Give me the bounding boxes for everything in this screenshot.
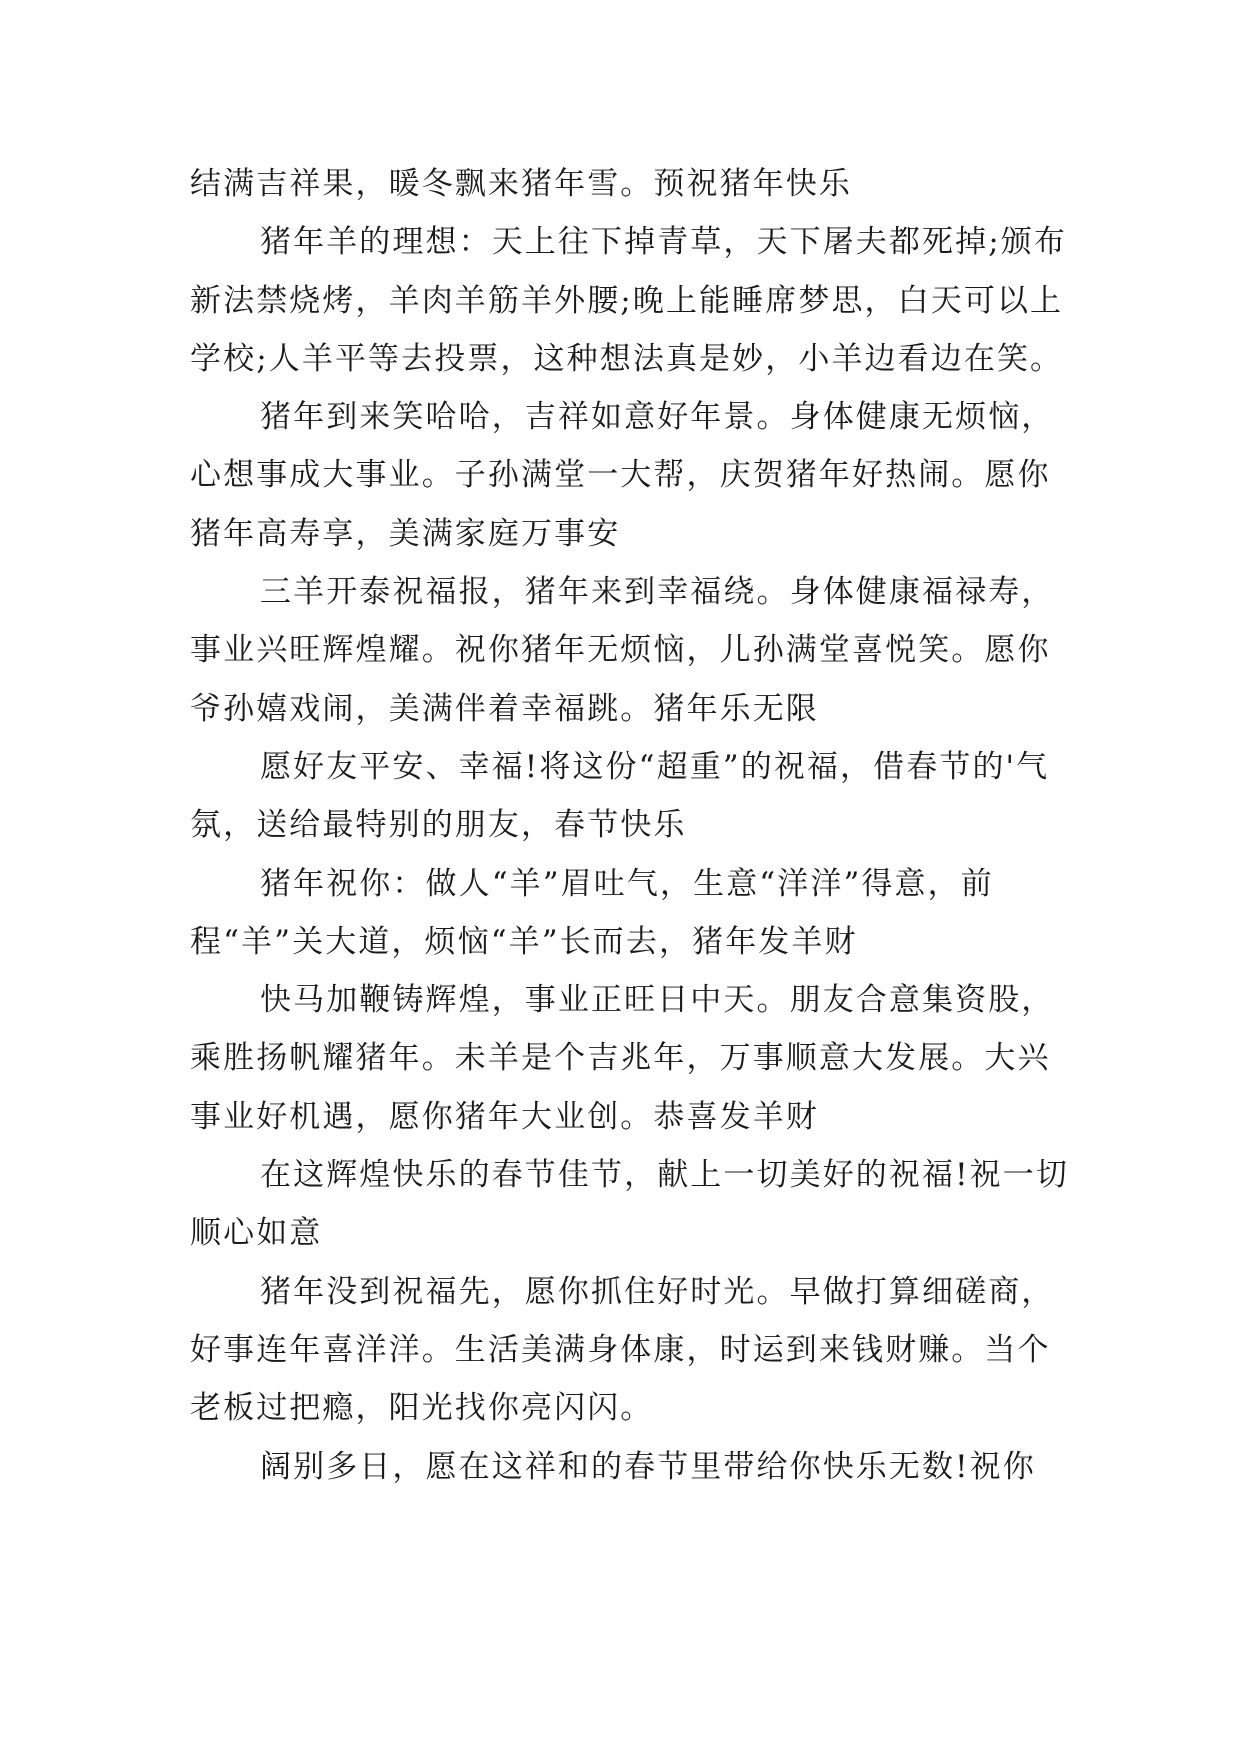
- paragraph-2: 猪年羊的理想：天上往下掉青草，天下屠夫都死掉;颁布新法禁烧烤，羊肉羊筋羊外腰;晚上能睡席梦思，白天可以上学校;人羊平等去投票，这种想法真是妙，小羊边看边在笑。: [190, 224, 1067, 377]
- paragraph-6: 猪年祝你：做人“羊”眉吐气，生意“洋洋”得意，前程“羊”关大道，烦恼“羊”长而去，猪年发羊财: [190, 865, 994, 960]
- paragraph-7: 快马加鞭铸辉煌，事业正旺日中天。朋友合意集资股，乘胜扬帆耀猪年。未羊是个吉兆年，万事顺意大发展。大兴事业好机遇，愿你猪年大业创。恭喜发羊财: [190, 982, 1055, 1135]
- paragraph-5: 愿好友平安、幸福!将这份“超重”的祝福，借春节的'气氛，送给最特别的朋友，春节快乐: [190, 748, 1050, 844]
- paragraph-1: 结满吉祥果，暖冬飘来猪年雪。预祝猪年快乐: [190, 166, 852, 202]
- paragraph-9: 猪年没到祝福先，愿你抓住好时光。早做打算细磋商，好事连年喜洋洋。生活美满身体康，时运到来钱财赚。当个老板过把瘾，阳光找你亮闪闪。: [190, 1273, 1055, 1427]
- paragraph-3: 猪年到来笑哈哈，吉祥如意好年景。身体健康无烦恼，心想事成大事业。子孙满堂一大帮，庆贺猪年好热闹。愿你猪年高寿享，美满家庭万事安: [190, 399, 1055, 552]
- paragraph-8: 在这辉煌快乐的春节佳节，献上一切美好的祝福!祝一切顺心如意: [190, 1157, 1069, 1252]
- document-page: [190, 155, 1070, 1496]
- paragraph-10: 阔别多日，愿在这祥和的春节里带给你快乐无数!祝你: [260, 1448, 1036, 1485]
- paragraph-4: 三羊开泰祝福报，猪年来到幸福绕。身体健康福禄寿，事业兴旺辉煌耀。祝你猪年无烦恼，儿孙满堂喜悦笑。愿你爷孙嬉戏闹，美满伴着幸福跳。猪年乐无限: [190, 574, 1055, 727]
